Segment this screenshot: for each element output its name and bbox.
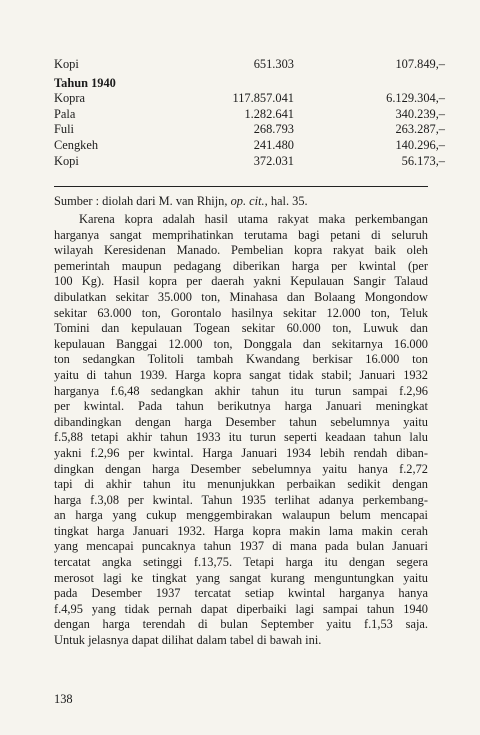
table-row: [54, 57, 445, 73]
paragraph-line: tercatat angka setinggi f.13,75. Tetapi harga itu dengan segera: [54, 555, 428, 570]
body-paragraph: [54, 212, 428, 649]
table-row: [54, 122, 445, 138]
table-row: [54, 91, 445, 107]
paragraph-line: merosot lagi ke tingkat yang sangat kurang menguntungkan yaitu: [54, 570, 428, 585]
year-heading: Tahun 1940: [54, 75, 116, 90]
paragraph-line: Untuk jelasnya dapat dilihat dalam tabel di bawah ini.: [54, 633, 322, 648]
paragraph-line: yaitu di tahun 1939. Harga kopra sangat tidak stabil; Januari 1932: [54, 367, 428, 382]
page-number: 138: [54, 692, 73, 706]
source-suffix: hal. 35.: [267, 194, 308, 208]
paragraph-line: tapi di akhir tahun itu menunjukkan perbaikan sedikit dengan: [54, 477, 428, 492]
value-cell: 340.239,–: [395, 106, 445, 121]
commodity-cell: Kopra: [54, 91, 85, 106]
year-heading-row: [54, 73, 445, 92]
paragraph-line: dingkan dengan harga Desember sebelumnya yaitu hanya f.2,72: [54, 461, 428, 476]
paragraph-line: dibulatkan sekitar 35.000 ton, Minahasa dan Bolaang Mongondow: [54, 289, 428, 304]
value-cell: 140.296,–: [395, 137, 445, 152]
paragraph-line: harganya sangat memprihatinkan terutama bagi petani di seluruh: [54, 227, 428, 242]
paragraph-line: yang mencapai puncaknya tahun 1937 di mana pada bulan Januari: [54, 539, 428, 554]
value-cell: 56.173,–: [401, 153, 445, 168]
quantity-cell: 651.303: [253, 57, 294, 71]
commodity-table: [54, 57, 445, 169]
table-row: [54, 107, 445, 123]
paragraph-line: an harga yang cukup menggembirakan walaupun belum mencapai: [54, 508, 428, 523]
quantity-cell: 372.031: [253, 153, 294, 168]
commodity-cell: Pala: [54, 106, 76, 121]
paragraph-line: dengan harga terendah di bulan September yaitu f.1,53 saja.: [54, 617, 428, 632]
table-row: [54, 138, 445, 154]
paragraph-line: pemerintah maupun pedagang diberikan harga per kwintal (per: [54, 258, 428, 273]
commodity-cell: Fuli: [54, 122, 74, 137]
paragraph-line: harga f.3,08 per kwintal. Tahun 1935 terlihat adanya perkembang-: [54, 492, 428, 507]
paragraph-line: wilayah Keresidenan Manado. Pembelian kopra rakyat baik oleh: [54, 243, 428, 258]
value-cell: 107.849,–: [395, 57, 445, 71]
paragraph-line: tingkat harga Januari 1932. Harga kopra makin lama makin cerah: [54, 523, 428, 538]
value-cell: 6.129.304,–: [386, 91, 445, 106]
quantity-cell: 117.857.041: [232, 91, 294, 106]
paragraph-line: harganya f.6,48 sedangkan akhir tahun itu turun sampai f.2,96: [54, 383, 428, 398]
value-cell: 263.287,–: [395, 122, 445, 137]
quantity-cell: 1.282.641: [244, 106, 294, 121]
paragraph-line: f.5,88 tetapi akhir tahun 1933 itu turun seperti keadaan tahun lalu: [54, 430, 428, 445]
source-prefix: Sumber : diolah dari M. van Rhijn,: [54, 194, 231, 208]
source-citation: op. cit.,: [230, 194, 268, 208]
paragraph-line: kepulauan Banggai 12.000 ton, Donggala dan sekitarnya 16.000: [54, 336, 428, 351]
commodity-cell: Kopi: [54, 57, 79, 71]
quantity-cell: 241.480: [253, 137, 294, 152]
commodity-cell: Cengkeh: [54, 137, 99, 152]
paragraph-line: pada Desember 1937 tercatat setiap kwintal harganya hanya: [54, 586, 428, 601]
paragraph-line: yakni f.2,96 per kwintal. Harga Januari 1934 lebih rendah diban-: [54, 445, 428, 460]
paragraph-line: Karena kopra adalah hasil utama rakyat maka perkembangan: [79, 212, 428, 226]
paragraph-line: 100 Kg). Hasil kopra per daerah yakni Kepulauan Sangir Talaud: [54, 274, 428, 289]
paragraph-line: ton sedangkan Tolitoli tambah Kwandang berkisar 16.000 ton: [54, 352, 428, 367]
source-note: [54, 194, 308, 209]
commodity-cell: Kopi: [54, 153, 79, 168]
paragraph-line: per kwintal. Pada tahun berikutnya harga Januari meningkat: [54, 399, 428, 414]
table-bottom-rule: [54, 186, 428, 187]
paragraph-line: dibandingkan dengan harga Desember tahun sebelumnya yaitu: [54, 414, 428, 429]
table-row: [54, 154, 445, 170]
paragraph-line: sekitar 63.000 ton, Gorontalo hasilnya sekitar 12.000 ton, Teluk: [54, 305, 428, 320]
quantity-cell: 268.793: [253, 122, 294, 137]
paragraph-line: Tomini dan kepulauan Togean sekitar 60.000 ton, Luwuk dan: [54, 321, 428, 336]
paragraph-line: f.4,95 yang tidak pernah dapat diperbaiki lagi sampai tahun 1940: [54, 601, 428, 616]
